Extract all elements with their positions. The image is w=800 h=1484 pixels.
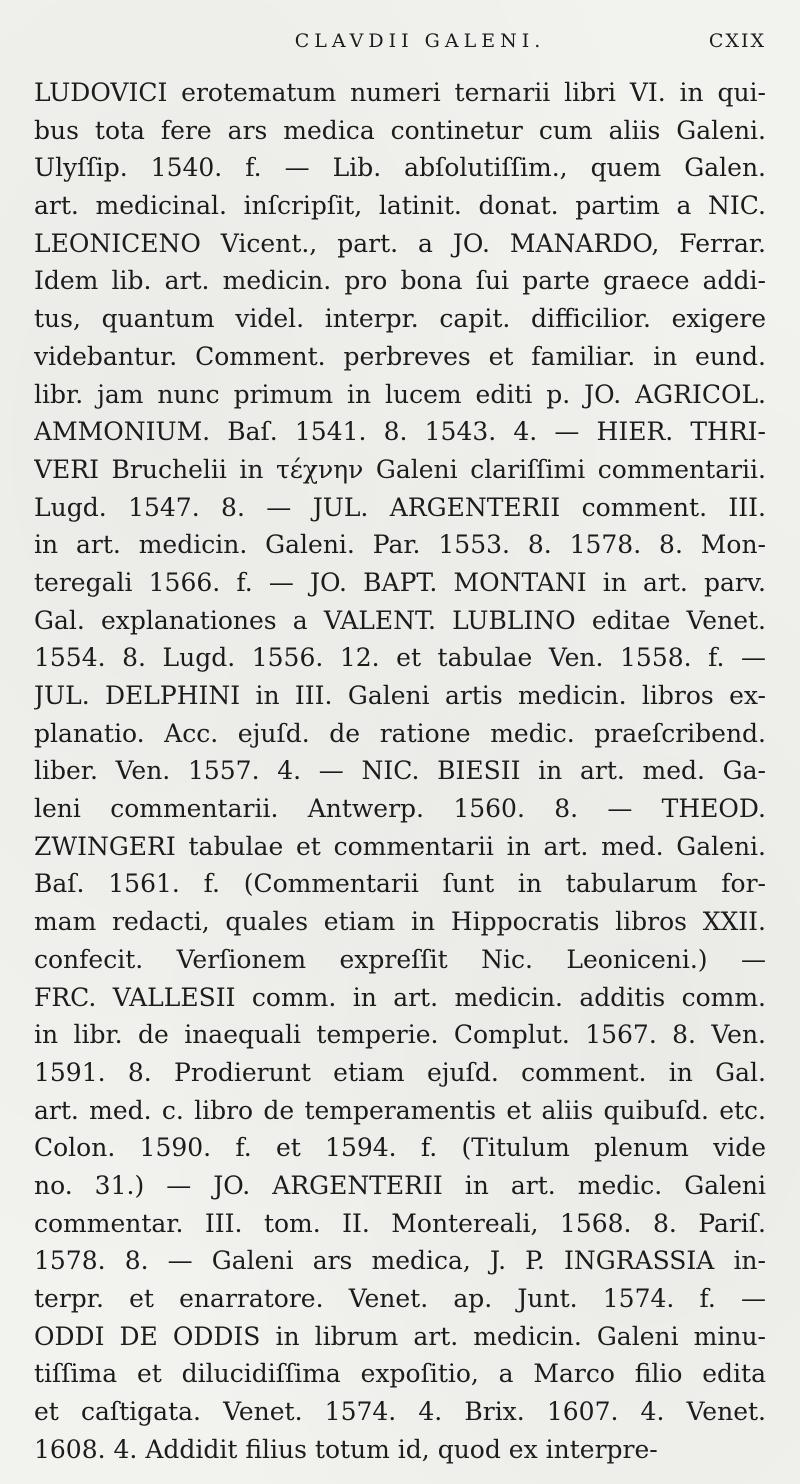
text-line: liber. Ven. 1557. 4. — NIC. BIESII in art. med. Ga- (34, 756, 766, 786)
text-line: 1608. 4. Addidit filius totum id, quod ex interpre- (34, 1434, 658, 1464)
text-line: AMMONIUM. Baſ. 1541. 8. 1543. 4. — HIER. THRI- (34, 417, 766, 447)
text-line: in art. medicin. Galeni. Par. 1553. 8. 1578. 8. Mon- (34, 530, 766, 560)
text-line: Lugd. 1547. 8. — JUL. ARGENTERII comment. III. (34, 492, 766, 522)
text-line: tus, quantum videl. interpr. capit. difficilior. exigere (34, 304, 766, 334)
text-line: LUDOVICI erotematum numeri ternarii libri VI. in qui- (34, 78, 766, 107)
text-line: videbantur. Comment. perbreves et familiar. in eund. (34, 341, 766, 371)
text-line: art. med. c. libro de temperamentis et aliis quibuſd. etc. (34, 1095, 766, 1125)
text-line: in libr. de inaequali temperie. Complut. 1567. 8. Ven. (34, 1020, 766, 1050)
text-line: JUL. DELPHINI in III. Galeni artis medicin. libros ex- (34, 681, 766, 710)
running-title: CLAVDII GALENI. (294, 30, 546, 52)
text-line: Ulyſſip. 1540. f. — Lib. abſolutiſſim., quem Galen. (34, 153, 766, 183)
text-line: teregali 1566. f. — JO. BAPT. MONTANI in art. parv. (34, 567, 766, 597)
text-line: mam redacti, quales etiam in Hippocratis libros XXII. (34, 907, 766, 937)
page-number: CXIX (708, 30, 766, 52)
running-head (34, 30, 766, 62)
text-line: VERI Bruchelii in τέχνην Galeni clariſſimi commentarii. (34, 454, 766, 484)
text-line: confecit. Verſionem expreſſit Nic. Leoniceni.) — (34, 944, 766, 974)
text-line: Gal. explanationes a VALENT. LUBLINO editae Venet. (34, 605, 766, 635)
text-line: Colon. 1590. f. et 1594. f. (Titulum plenum vide (34, 1133, 766, 1163)
text-line: 1554. 8. Lugd. 1556. 12. et tabulae Ven. 1558. f. — (34, 643, 766, 673)
text-line: commentar. III. tom. II. Montereali, 1568. 8. Pariſ. (34, 1208, 766, 1238)
text-line: terpr. et enarratore. Venet. ap. Junt. 1574. f. — (34, 1284, 766, 1313)
text-line: FRC. VALLESII comm. in art. medicin. additis comm. (34, 982, 766, 1012)
text-line: ZWINGERI tabulae et commentarii in art. med. Galeni. (34, 831, 766, 861)
text-line: art. medicinal. inſcripſit, latinit. donat. partim a NIC. (34, 191, 766, 221)
text-line: bus tota fere ars medica continetur cum aliis Galeni. (34, 115, 766, 145)
text-line: Baſ. 1561. f. (Commentarii ſunt in tabularum for- (34, 869, 766, 899)
text-line: 1578. 8. — Galeni ars medica, J. P. INGRASSIA in- (34, 1246, 766, 1276)
text-line: libr. jam nunc primum in lucem editi p. JO. AGRICOL. (34, 379, 766, 409)
body-text (34, 74, 766, 1468)
text-line: leni commentarii. Antwerp. 1560. 8. — THEOD. (34, 794, 766, 824)
text-line: planatio. Acc. ejuſd. de ratione medic. praeſcribend. (34, 718, 766, 748)
text-line: tiſſima et dilucidiſſima expoſitio, a Marco filio edita (34, 1359, 766, 1389)
text-line: 1591. 8. Prodierunt etiam ejuſd. comment. in Gal. (34, 1057, 766, 1087)
text-line: no. 31.) — JO. ARGENTERII in art. medic. Galeni (34, 1170, 766, 1200)
text-line: LEONICENO Vicent., part. a JO. MANARDO, Ferrar. (34, 228, 766, 258)
text-line: ODDI DE ODDIS in librum art. medicin. Galeni minu- (34, 1321, 766, 1351)
text-line: et caſtigata. Venet. 1574. 4. Brix. 1607. 4. Venet. (34, 1397, 766, 1427)
text-line: Idem lib. art. medicin. pro bona ſui parte graece addi- (34, 266, 766, 296)
